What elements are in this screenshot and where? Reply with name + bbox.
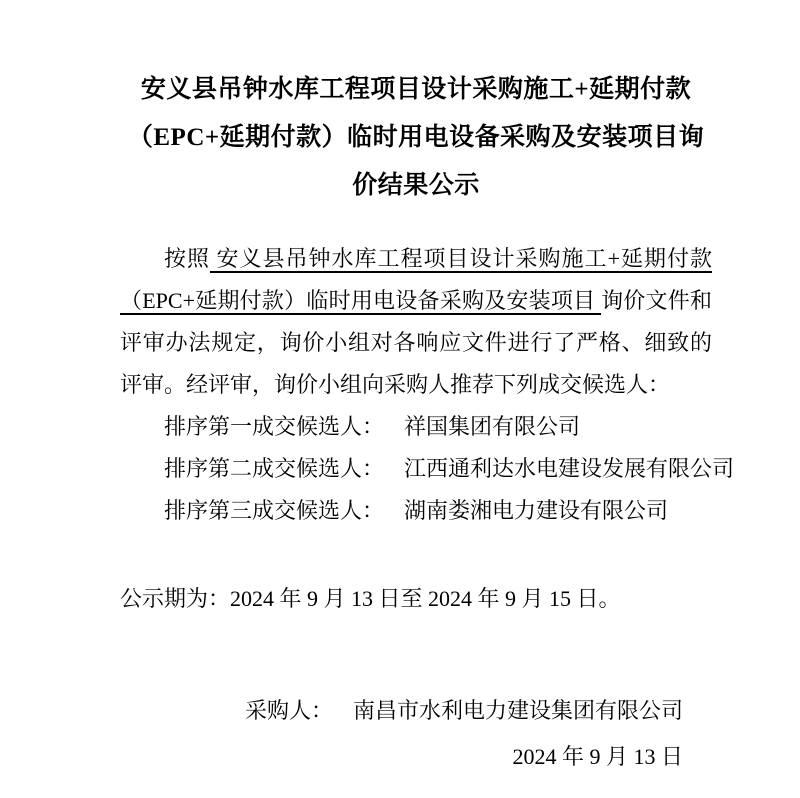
- buyer-line: [120, 690, 683, 732]
- buyer-label: 采购人：: [244, 698, 333, 723]
- document-title: 安义县吊钟水库工程项目设计采购施工+延期付款（EPC+延期付款）临时用电设备采购及安装项目询价结果公示: [127, 76, 705, 199]
- buyer-name: 南昌市水利电力建设集团有限公司: [352, 698, 683, 723]
- intro-prefix: 按照: [164, 246, 211, 271]
- candidate-company-name: 湖南娄湘电力建设有限公司: [404, 498, 669, 523]
- candidate-list: [120, 406, 735, 532]
- document-date: 2024 年 9 月 13 日: [512, 744, 683, 769]
- project-name-underlined: 安义县吊钟水库工程项目设计采购施工+延期付款（EPC+延期付款）临时用电设备采购及安装项目: [120, 246, 712, 313]
- candidate-rank-label: 排序第三成交候选人：: [164, 498, 385, 523]
- intro-paragraph: [120, 238, 712, 406]
- candidate-rank-label: 排序第二成交候选人：: [164, 456, 385, 481]
- candidate-rank-label: 排序第一成交候选人：: [164, 414, 385, 439]
- publicity-period: 公示期为：2024 年 9 月 13 日至 2024 年 9 月 15 日。: [120, 586, 621, 611]
- candidate-row-3: [120, 490, 712, 532]
- candidate-row-2: [120, 448, 735, 490]
- candidate-row-1: [120, 406, 712, 448]
- signature-block: [120, 690, 712, 778]
- candidate-company-name: 江西通利达水电建设发展有限公司: [404, 456, 735, 481]
- intro-rest: 询价文件和评审办法规定，询价小组对各响应文件进行了严格、细致的评审。经评审，询价小组向采购人推荐下列成交候选人：: [120, 288, 712, 397]
- candidate-company-name: 祥国集团有限公司: [404, 414, 581, 439]
